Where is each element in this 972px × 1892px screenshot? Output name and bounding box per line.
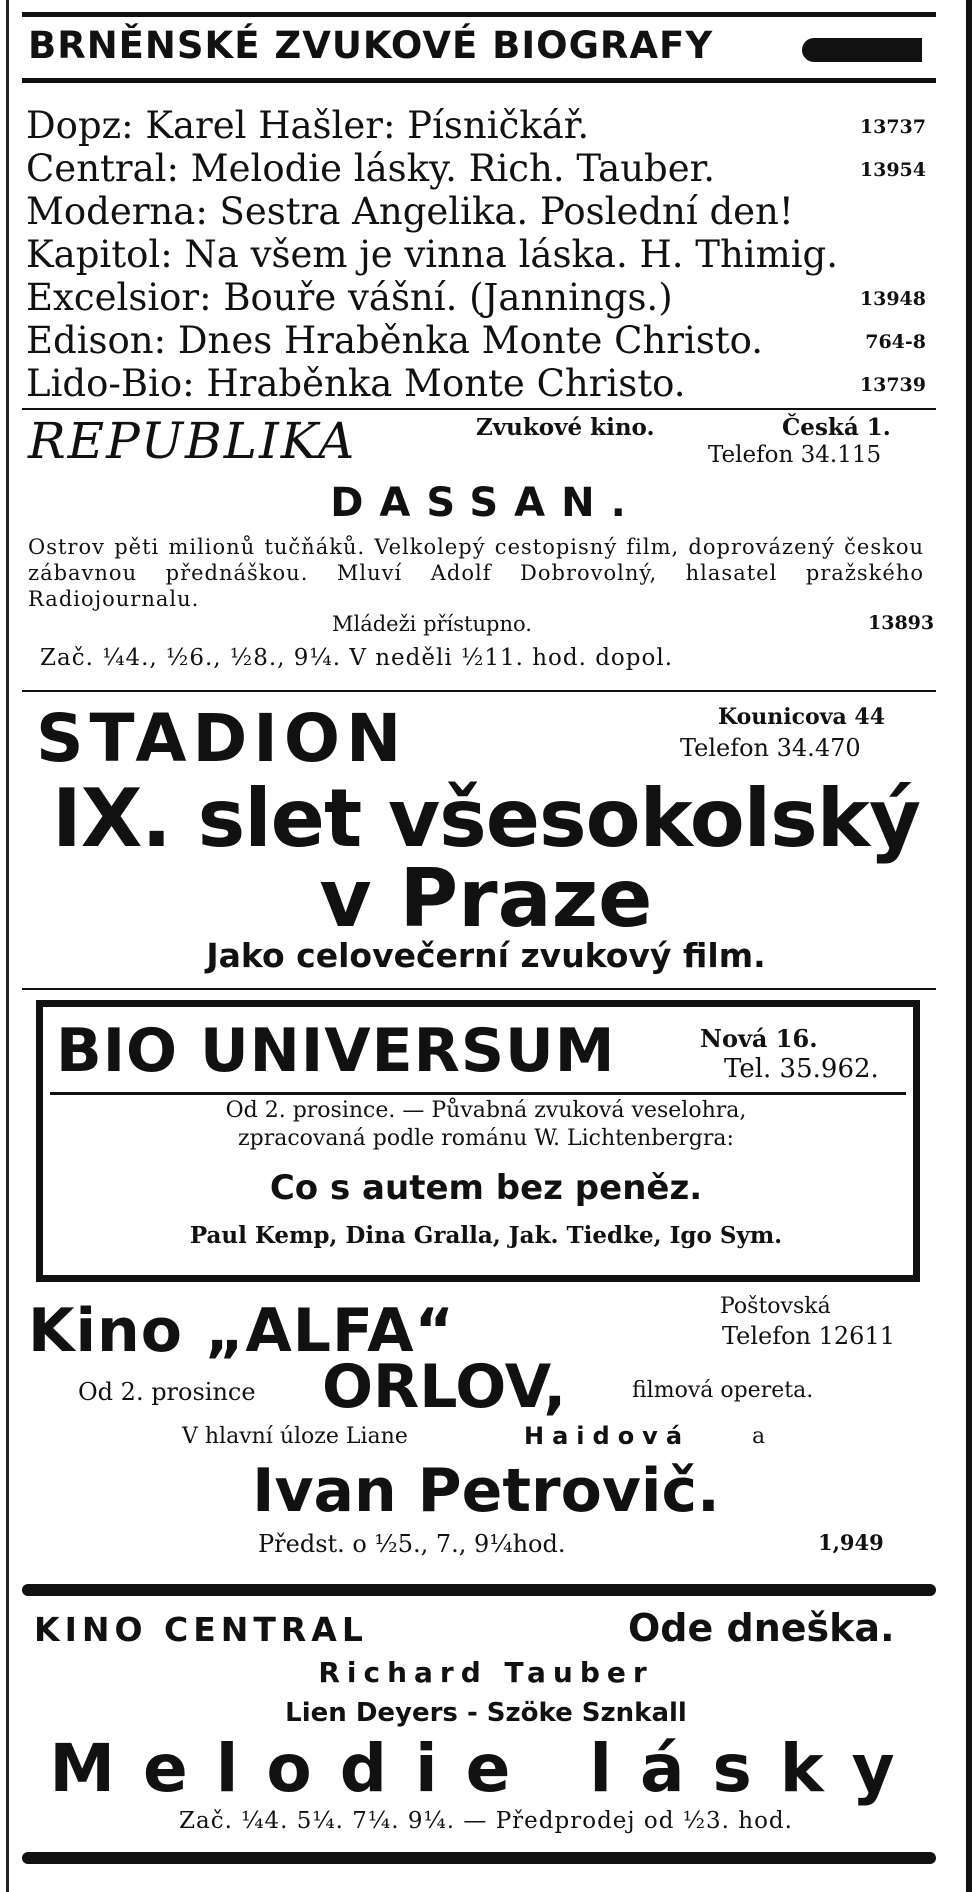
alfa-name: Kino „ALFA“	[28, 1296, 455, 1366]
republika-film-title: DASSAN.	[330, 480, 642, 526]
listing-text: Dopz: Karel Hašler: Písničkář.	[26, 104, 590, 147]
alfa-role-text: V hlavní úloze Liane	[182, 1424, 408, 1449]
listing-text: Excelsior: Bouře vášní. (Jannings.)	[26, 276, 673, 319]
central-bottom-bar	[22, 1852, 936, 1864]
listing-number: 764-8	[865, 331, 926, 353]
listing-text: Moderna: Sestra Angelika. Poslední den!	[26, 190, 794, 233]
listing-row	[26, 319, 926, 362]
listing-row	[26, 190, 926, 233]
listing-text: Kapitol: Na všem je vinna láska. H. Thimig.	[26, 233, 838, 276]
top-rule	[22, 12, 936, 17]
central-top-bar	[22, 1584, 936, 1596]
central-times: Zač. ¼4. 5¼. 7¼. 9¼. — Předprodej od ½3. hod.	[179, 1808, 793, 1834]
republika-name: REPUBLIKA	[28, 412, 357, 470]
republika-note-number: 13893	[868, 612, 935, 634]
alfa-genre: filmová opereta.	[632, 1378, 814, 1403]
stadion-headline-2: v Praze	[319, 852, 653, 945]
republika-phone: Telefon 34.115	[708, 442, 882, 468]
header-rule	[22, 78, 936, 83]
alfa-number: 1,949	[818, 1530, 884, 1555]
listing-number: 13737	[859, 116, 926, 138]
alfa-times: Předst. o ½5., 7., 9¼hod.	[258, 1530, 566, 1558]
stadion-phone: Telefon 34.470	[680, 734, 861, 762]
alfa-actor: Ivan Petrovič.	[252, 1456, 720, 1526]
listing-number: 13739	[859, 374, 926, 396]
republika-times: Zač. ¼4., ½6., ½8., 9¼. V neděli ½11. hod. dopol.	[40, 645, 674, 671]
universum-film-title: Co s autem bez peněz.	[269, 1168, 703, 1208]
listing-row	[26, 104, 926, 147]
stadion-name: STADION	[36, 700, 408, 777]
alfa-phone: Telefon 12611	[722, 1322, 895, 1350]
stadion-subtitle: Jako celovečerní zvukový film.	[206, 936, 766, 975]
republika-description: Ostrov pěti milionů tučňáků. Velkolepý cestopisný film, doprovázený českou zábavnou přednáškou. Mluví Adolf Dobrovolný, hlasatel pražského Radiojournalu.	[28, 535, 924, 611]
universum-cast: Paul Kemp, Dina Gralla, Jak. Tiedke, Igo Sym.	[189, 1222, 783, 1249]
central-cast: Lien Deyers - Szöke Sznkall	[285, 1698, 687, 1728]
listing-row	[26, 362, 926, 405]
listing-row	[26, 233, 926, 276]
listing-text: Lido-Bio: Hraběnka Monte Christo.	[26, 362, 686, 405]
listing-number: 13954	[859, 159, 926, 181]
alfa-date: Od 2. prosince	[78, 1378, 256, 1406]
section-title: BRNĚNSKÉ ZVUKOVÉ BIOGRAFY	[28, 24, 714, 67]
stadion-address: Kounicova 44	[718, 704, 886, 730]
alfa-film-title: ORLOV,	[322, 1352, 567, 1422]
universum-divider	[50, 1092, 906, 1095]
republika-address: Česká 1.	[782, 414, 891, 441]
title-bar-ornament	[802, 38, 922, 62]
listing-row	[26, 147, 926, 190]
listing-row	[26, 276, 926, 319]
universum-description-2: zpracovaná podle románu W. Lichtenbergra:	[238, 1126, 734, 1151]
listing-text: Edison: Dnes Hraběnka Monte Christo.	[26, 319, 764, 362]
listing-number: 13948	[859, 288, 926, 310]
section-rule	[22, 690, 936, 692]
alfa-actress: Haidová	[524, 1422, 691, 1450]
cinema-listings	[26, 104, 926, 405]
universum-description-1: Od 2. prosince. — Půvabná zvuková veselohra,	[225, 1098, 747, 1123]
universum-address: Nová 16.	[700, 1024, 818, 1053]
central-from: Ode dneška.	[628, 1606, 895, 1650]
universum-name: BIO UNIVERSUM	[56, 1016, 616, 1086]
central-film-title: Melodie lásky	[49, 1730, 923, 1807]
alfa-street: Poštovská	[720, 1294, 831, 1319]
republika-subtitle: Zvukové kino.	[476, 414, 655, 441]
universum-phone: Tel. 35.962.	[724, 1054, 879, 1084]
central-star: Richard Tauber	[318, 1656, 654, 1689]
section-rule	[22, 408, 936, 410]
central-name: KINO CENTRAL	[34, 1610, 368, 1649]
alfa-conjunction: a	[752, 1424, 766, 1449]
section-rule	[22, 988, 936, 990]
stadion-headline: IX. slet všesokolský	[51, 772, 921, 865]
listing-text: Central: Melodie lásky. Rich. Tauber.	[26, 147, 716, 190]
republika-note: Mládeži přístupno.	[332, 612, 532, 636]
